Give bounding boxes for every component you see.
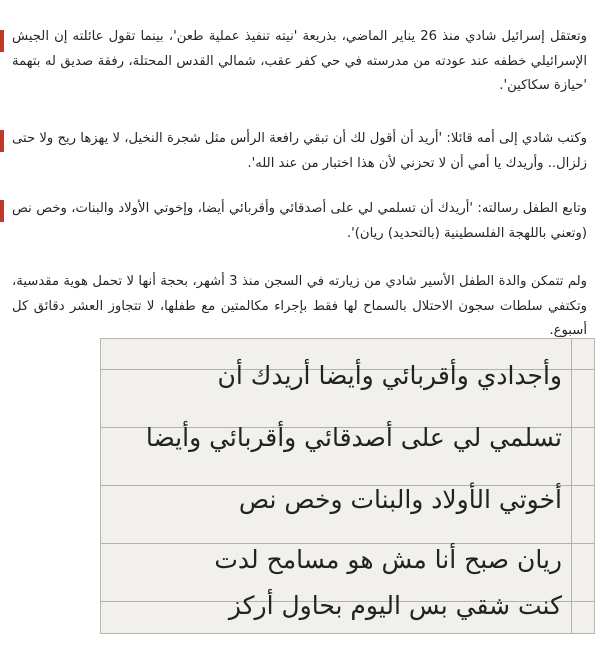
paragraph-marker: [0, 30, 4, 52]
letter-line: ريان صبح أنا مش هو مسامح لدت: [214, 545, 562, 574]
letter-line: كنت شقي بس اليوم بحاول أركز: [228, 591, 562, 620]
letter-line: تسلمي لي على أصدقائي وأقربائي وأيضا: [145, 423, 562, 452]
article-paragraph: ولم تتمكن والدة الطفل الأسير شادي من زيارته في السجن منذ 3 أشهر، بحجة أنها لا تحمل هوية مقدسية، وتكتفي سلطات سجون الاحتلال بالسماح لها فقط بإجراء مكالمتين مع طفلها، لا تتجاوز العشر دقائق كل أسبوع.: [12, 274, 587, 338]
paragraph-marker: [0, 130, 4, 152]
article-paragraph: وتابع الطفل رسالته: 'أريدك أن تسلمي لي على أصدقائي وأقربائي أيضا، وإخوتي الأولاد والبنات، وخص نص (وتعني باللهجة الفلسطينية (بالتحديد) ريان)'.: [12, 201, 587, 241]
notebook-margin-line: [571, 339, 572, 633]
article-paragraph: وتعتقل إسرائيل شادي منذ 26 يناير الماضي، بذريعة 'نيته تنفيذ عملية طعن'، بينما تقول عائلته إن الجيش الإسرائيلي خطفه عند عودته من مدرسته في حي كفر عقب، شمالي القدس المحتلة، رفقة صديق له بتهمة 'حيازة سكاكين'.: [12, 29, 587, 93]
paragraph-marker: [0, 200, 4, 222]
handwritten-letter-photo: [100, 338, 595, 634]
article-paragraph: وكتب شادي إلى أمه قائلا: 'أريد أن أقول لك أن تبقي رافعة الرأس مثل شجرة النخيل، لا يهزها ريح ولا حتى زلزال.. وأريدك يا أمي أن لا تحزني لأن هذا اختبار من عند الله'.: [12, 131, 587, 171]
notebook-rule: [101, 543, 594, 544]
letter-line: وأجدادي وأقربائي وأيضا أريدك أن: [217, 361, 562, 390]
letter-line: أخوتي الأولاد والبنات وخص نص: [238, 485, 562, 514]
